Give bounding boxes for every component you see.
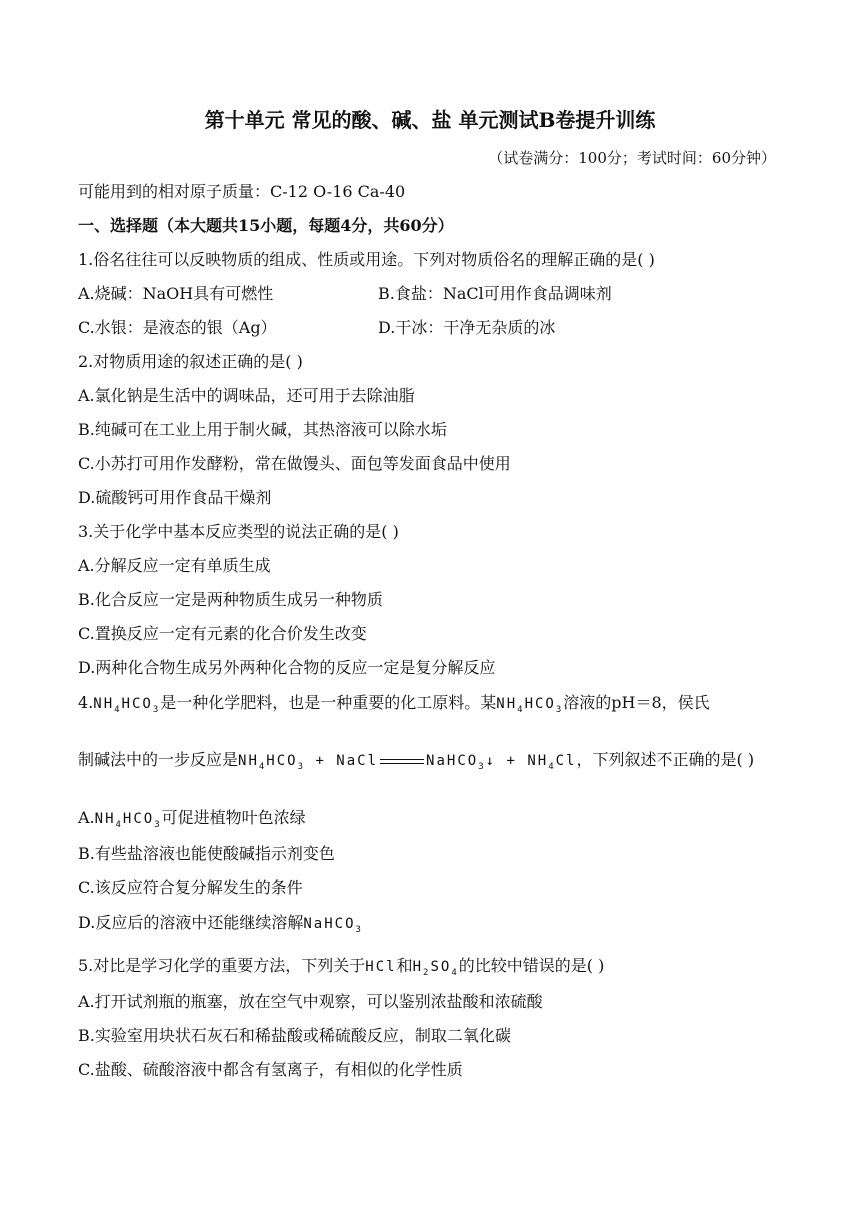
q1-option-c: C.水银：是液态的银（Ag） xyxy=(78,318,277,337)
q1-option-d: D.干冰：干净无杂质的冰 xyxy=(378,318,556,337)
question-4-stem-line2: 制碱法中的一步反应是$NH_4HCO_3$ + NaCl NaHCO$_3$↓ + $NH_4Cl$，下列叙述不正确的是( ) xyxy=(78,750,755,772)
q2-option-a: A.氯化钠是生活中的调味品，还可用于去除油脂 xyxy=(78,386,415,405)
q3-option-c: C.置换反应一定有元素的化合价发生改变 xyxy=(78,624,367,643)
q2-option-c: C.小苏打可用作发酵粉，常在做馒头、面包等发面食品中使用 xyxy=(78,454,511,473)
atomic-masses: 可能用到的相对原子质量：C-12 O-16 Ca-40 xyxy=(78,182,406,201)
q5-option-c: C.盐酸、硫酸溶液中都含有氢离子，有相似的化学性质 xyxy=(78,1060,463,1079)
q2-option-b: B.纯碱可在工业上用于制火碱，其热溶液可以除水垢 xyxy=(78,420,447,439)
question-5-stem: 5.对比是学习化学的重要方法，下列关于HCl和$H_2SO_4$的比较中错误的是( ) xyxy=(78,956,605,978)
formula-nh4hco3: $NH_4HCO_3$ xyxy=(93,696,161,715)
down-arrow-icon: ↓ xyxy=(485,753,497,769)
reaction-equation: $NH_4HCO_3$ + NaCl NaHCO$_3$↓ + $NH_4Cl$ xyxy=(238,753,577,772)
section-heading: 一、选择题（本大题共15小题，每题4分，共60分） xyxy=(78,216,454,235)
q3-option-a: A.分解反应一定有单质生成 xyxy=(78,556,271,575)
q4-option-a: $A.NH_4HCO_3$可促进植物叶色浓绿 xyxy=(78,808,306,830)
q1-option-a: A.烧碱：NaOH具有可燃性 xyxy=(78,284,274,303)
q4-option-d: D.反应后的溶液中还能继续溶解NaHCO$_3$ xyxy=(78,913,363,935)
exam-meta: （试卷满分：100分；考试时间：60分钟） xyxy=(488,149,776,167)
question-1-stem: 1.俗名往往可以反映物质的组成、性质或用途。下列对物质俗名的理解正确的是( ) xyxy=(78,250,655,269)
formula-h2so4: $H_2SO_4$ xyxy=(412,959,459,978)
q4-option-b: B.有些盐溶液也能使酸碱指示剂变色 xyxy=(78,844,335,863)
q3-option-b: B.化合反应一定是两种物质生成另一种物质 xyxy=(78,590,383,609)
page-title: 第十单元 常见的酸、碱、盐 单元测试B卷提升训练 xyxy=(204,108,656,132)
formula-hcl: HCl xyxy=(365,959,397,975)
formula-nh4hco3: $NH_4HCO_3$ xyxy=(94,811,162,830)
question-4-stem-line1: $4.NH_4HCO_3$是一种化学肥料，也是一种重要的化工原料。某$NH_4HCO_3$溶液的pH＝8，侯氏 xyxy=(78,693,710,715)
q4-option-c: C.该反应符合复分解发生的条件 xyxy=(78,878,303,897)
q5-option-b: B.实验室用块状石灰石和稀盐酸或稀硫酸反应，制取二氧化碳 xyxy=(78,1026,511,1045)
question-3-stem: 3.关于化学中基本反应类型的说法正确的是( ) xyxy=(78,522,399,541)
q3-option-d: D.两种化合物生成另外两种化合物的反应一定是复分解反应 xyxy=(78,658,496,677)
formula-nahco3: NaHCO$_3$ xyxy=(303,916,363,935)
q2-option-d: D.硫酸钙可用作食品干燥剂 xyxy=(78,488,272,507)
q1-option-b: B.食盐：NaCl可用作食品调味剂 xyxy=(378,284,612,303)
question-2-stem: 2.对物质用途的叙述正确的是( ) xyxy=(78,352,303,371)
equals-sign xyxy=(380,759,424,764)
q5-option-a: A.打开试剂瓶的瓶塞，放在空气中观察，可以鉴别浓盐酸和浓硫酸 xyxy=(78,992,543,1011)
q4-number: 4. xyxy=(78,693,94,712)
formula-nh4hco3: $NH_4HCO_3$ xyxy=(496,696,564,715)
